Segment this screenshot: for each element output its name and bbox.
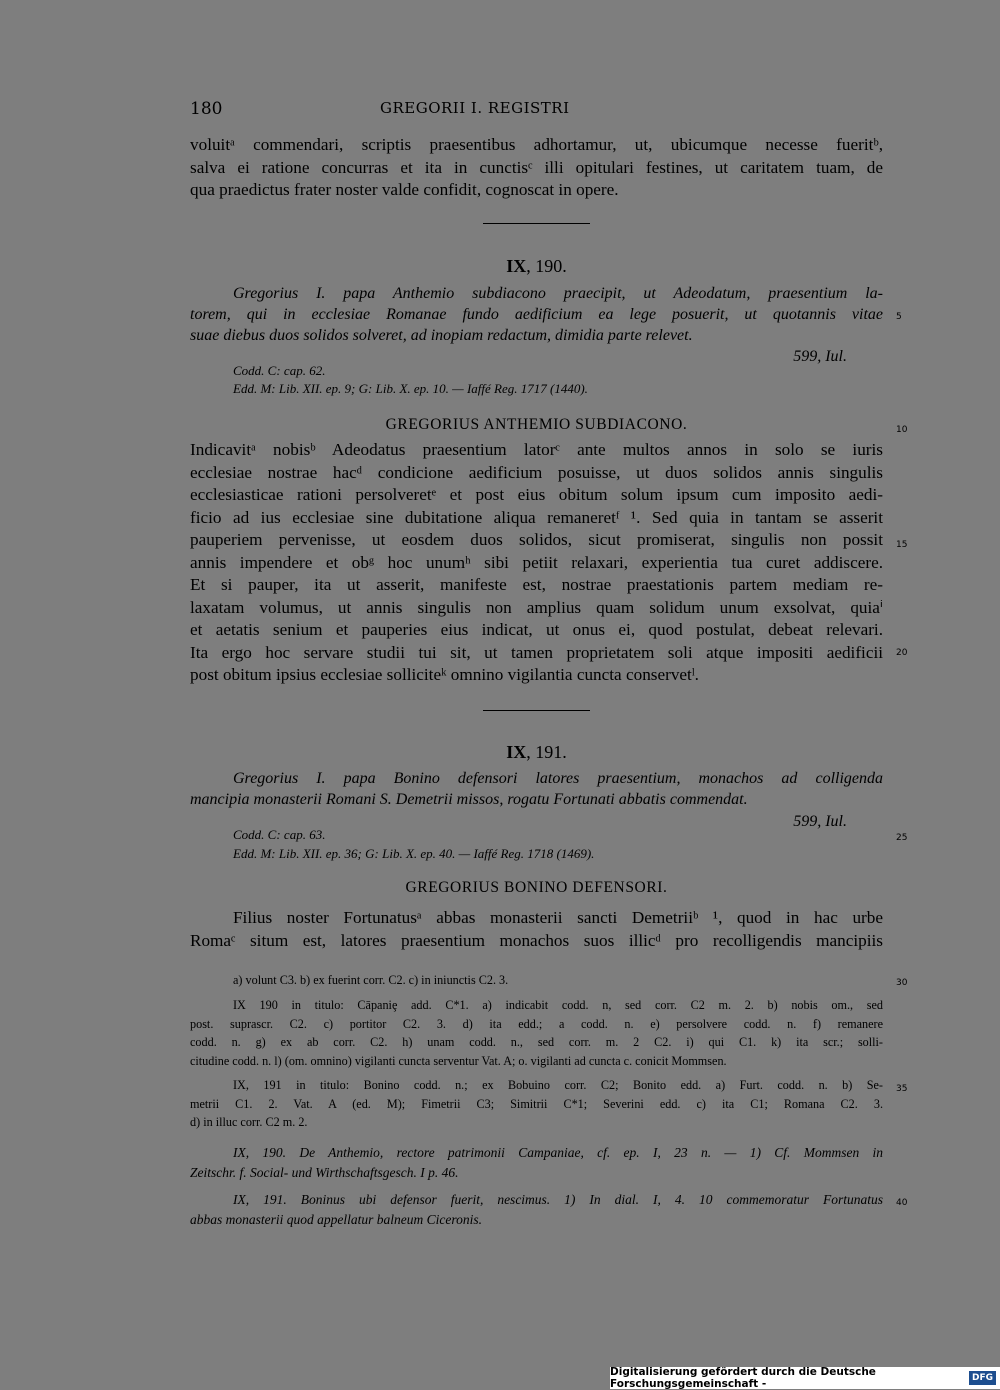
footer-text: Digitalisierung gefördert durch die Deutsche Forschungsgemeinschaft - <box>610 1366 876 1390</box>
section-heading-191 <box>190 742 883 763</box>
footnote-line: d) in illuc corr. C2 m. 2. <box>190 1115 308 1129</box>
note-line: Zeitschr. f. Social- und Wirthschaftsgesch. I p. 46. <box>190 1165 459 1180</box>
text-line: qua praedictus frater noster valde confidit, cognoscat in opere. <box>190 180 619 199</box>
text-line: Filius noster Fortunatusᵃ abbas monasterii sancti Demetriiᵇ ¹, quod in hac urbe <box>233 908 883 927</box>
footnote-line: citudine codd. n. l) (om. omnino) vigilanti cuncta serventur Vat. A; o. vigilanti ad cuncta c. conicit Mommsen. <box>190 1053 727 1068</box>
margin-line-number: 20 <box>896 648 908 658</box>
footnotes-190 <box>190 996 883 1070</box>
text-line: laxatam volumus, ut annis singulis non amplius quam solidum unum exsolvat, quiaⁱ <box>190 597 883 617</box>
margin-line-number: 15 <box>896 540 908 550</box>
page-number: 180 <box>190 99 223 119</box>
historical-note-190 <box>190 1143 883 1183</box>
margin-line-number: 10 <box>896 425 908 435</box>
text-line: Ita ergo hoc servare studii tui sit, ut tamen proprietatem soli atque impositi aedificii <box>190 642 883 662</box>
text-line: pauperiem pervenisse, ut eosdem duos solidos, sicut promiserat, singulis non possit <box>190 530 883 549</box>
historical-note-191 <box>190 1190 883 1230</box>
text-line: post obitum ipsius ecclesiae solliciteᵏ omnino vigilantia cuncta conservetˡ. <box>190 665 699 684</box>
summary-line: Gregorius I. papa Bonino defensori latores praesentium, monachos ad colligenda <box>233 770 883 787</box>
note-line: IX, 191. Boninus ubi defensor fuerit, nescimus. 1) In dial. I, 4. 10 commemoratur Fortunatus <box>233 1192 883 1207</box>
summary-line: torem, qui in ecclesiae Romanae fundo aedificium ea lege posuerit, ut quotannis vitae <box>190 306 883 323</box>
letter-heading-191: GREGORIUS BONINO DEFENSORI. <box>405 879 668 896</box>
summary-line: mancipia monasterii Romani S. Demetrii missos, rogatu Fortunati abbatis commendat. <box>190 791 748 808</box>
margin-line-number: 35 <box>896 1084 908 1094</box>
footnote-line: IX 190 in titulo: Cāpaniȩ add. C*1. a) indicabit codd. n, sed corr. C2 m. 2. b) nobis om., sed <box>233 998 883 1012</box>
dfg-logo-icon: DFG <box>969 1371 996 1385</box>
section-number-rest: , 190. <box>526 256 567 276</box>
footnote-line: codd. n. g) ex ab corr. C2. h) unam codd. n., sed corr. m. 2 C2. i) qui C1. k) ita scr.; solli- <box>190 1035 883 1049</box>
footnotes-191 <box>190 1076 883 1132</box>
text-line: Indicavitᵃ nobisᵇ Adeodatus praesentium latorᶜ ante multos annos in solo se iuris <box>190 440 883 459</box>
summary-line: suae diebus duos solidos solveret, ad inopiam redactum, dimidia parte relevet. <box>190 327 693 344</box>
note-line: abbas monasterii quod appellatur balneum Ciceronis. <box>190 1212 482 1227</box>
section-summary-191 <box>190 768 883 810</box>
text-line: salva ei ratione concurras et ita in cunctisᶜ illi opitulari festines, ut caritatem tuam, de <box>190 157 883 177</box>
text-line: et aetatis senium et pauperies eius indicat, ut onus ei, quod postulat, debeat relevari. <box>190 620 883 639</box>
running-title: GREGORII I. REGISTRI <box>380 99 570 117</box>
text-line: annis impendere et obᵍ hoc unumʰ sibi petiit relaxari, experientia tua curet addiscere. <box>190 552 883 572</box>
text-line: Romaᶜ situm est, latores praesentium monachos suos illicᵈ pro recolligendis mancipiis <box>190 930 883 950</box>
text-line: ecclesiae nostrae hacᵈ condicione aedificium posuisse, ut duos solidos annis singulis <box>190 462 883 482</box>
date-191: 599, Iul. <box>793 813 847 830</box>
date-190: 599, Iul. <box>793 348 847 365</box>
section-number-rest: , 191. <box>526 742 567 762</box>
section-number: IX <box>506 742 527 762</box>
margin-line-number: 5 <box>896 312 902 322</box>
footnote-line: a) volunt C3. b) ex fuerint corr. C2. c) in iniunctis C2. 3. <box>233 973 509 987</box>
text-line: Et si pauper, ita ut asserit, manifeste est, nostrae praestationis partem mediam re- <box>190 575 883 594</box>
letter-body-190 <box>190 439 883 687</box>
section-divider <box>483 223 590 224</box>
letter-heading-190: GREGORIUS ANTHEMIO SUBDIACONO. <box>385 416 688 433</box>
funding-footer <box>610 1367 1000 1389</box>
margin-line-number: 30 <box>896 978 908 988</box>
text-line: ficio ad ius ecclesiae sine dubitatione aliqua remaneretᶠ ¹. Sed quia in tantam se asserit <box>190 507 883 527</box>
margin-line-number: 25 <box>896 833 908 843</box>
codd-191: Codd. C: cap. 63. <box>233 827 326 842</box>
edd-190: Edd. M: Lib. XII. ep. 9; G: Lib. X. ep. 10. — Iaffé Reg. 1717 (1440). <box>233 381 588 396</box>
letter-body-191 <box>190 907 883 952</box>
note-line: IX, 190. De Anthemio, rectore patrimonii Campaniae, cf. ep. I, 23 n. — 1) Cf. Mommsen in <box>233 1145 883 1160</box>
edd-191: Edd. M: Lib. XII. ep. 36; G: Lib. X. ep. 40. — Iaffé Reg. 1718 (1469). <box>233 846 595 861</box>
section-divider <box>483 710 590 711</box>
section-summary-190 <box>190 283 883 346</box>
intro-paragraph <box>190 134 883 202</box>
text-line: voluitᵃ commendari, scriptis praesentibus adhortamur, ut, ubicumque necesse fueritᵇ, <box>190 135 883 154</box>
footnote-line: post. suprascr. C2. c) portitor C2. 3. d) ita edd.; a codd. n. e) persolvere codd. n. f) remanere <box>190 1016 883 1031</box>
codd-190: Codd. C: cap. 62. <box>233 363 326 378</box>
footnote-line: IX, 191 in titulo: Bonino codd. n.; ex Bobuino corr. C2; Bonito edd. a) Furt. codd. n. b) Se- <box>233 1078 883 1092</box>
margin-line-number: 40 <box>896 1198 908 1208</box>
section-heading-190 <box>190 256 883 277</box>
section-number: IX <box>506 256 527 276</box>
footnote-line: metrii C1. 2. Vat. A (ed. M); Fimetrii C3; Simitrii C*1; Severini edd. c) ita C1; Romana C2. 3. <box>190 1096 883 1111</box>
footnotes-intro <box>190 971 883 990</box>
text-line: ecclesiasticae rationi persolveretᵉ et post eius obitum solum ipsum cum imposito aedi- <box>190 485 883 504</box>
summary-line: Gregorius I. papa Anthemio subdiacono praecipit, ut Adeodatum, praesentium la- <box>233 285 883 302</box>
